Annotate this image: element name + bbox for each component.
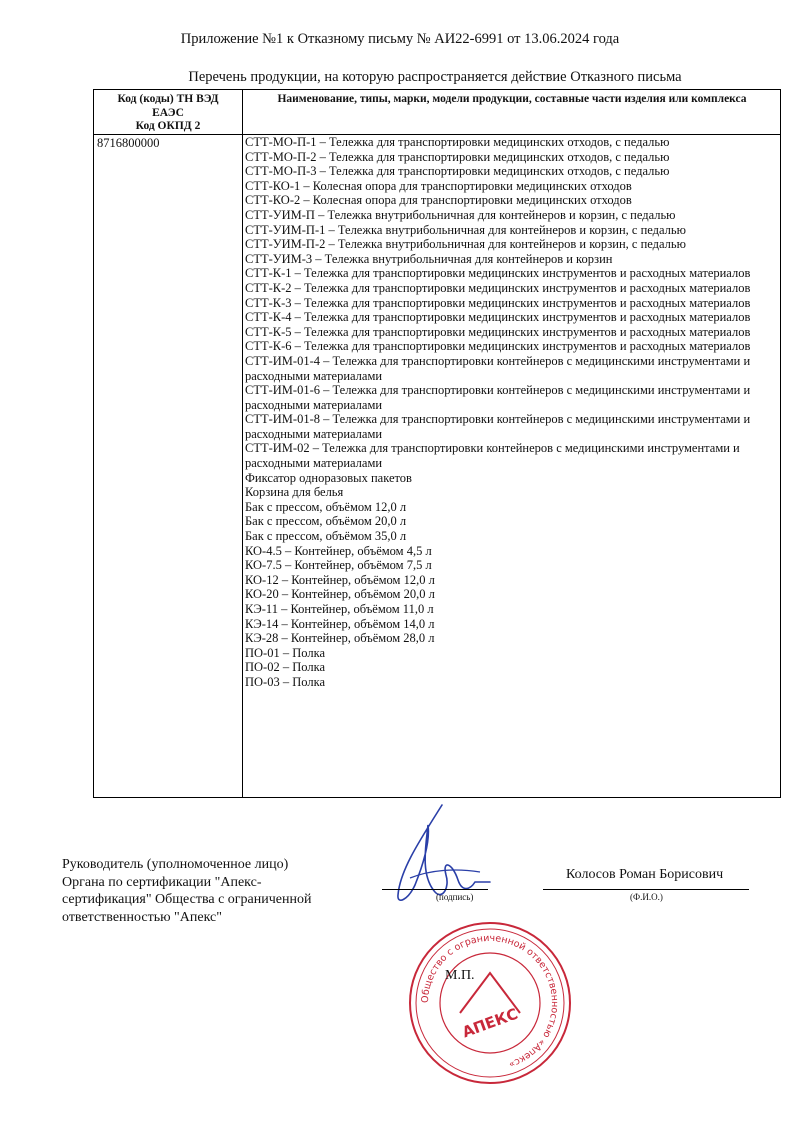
name-caption: (Ф.И.О.) — [630, 892, 663, 902]
product-item: СТТ-ИМ-01-6 – Тележка для транспортировки контейнеров с медицинскими инструментами и расходными материалами — [245, 383, 751, 412]
product-item: СТТ-К-5 – Тележка для транспортировки медицинских инструментов и расходных материалов — [245, 324, 751, 339]
product-item: КО-20 – Контейнер, объёмом 20,0 л — [245, 587, 435, 602]
product-item: Корзина для белья — [245, 485, 344, 500]
seal-center-text: АПЕКС — [459, 1004, 521, 1042]
product-item: КО-12 – Контейнер, объёмом 12,0 л — [245, 572, 435, 587]
product-item: Бак с прессом, объёмом 35,0 л — [245, 529, 407, 544]
product-item: ПО-03 – Полка — [245, 674, 325, 689]
product-item: СТТ-К-4 – Тележка для транспортировки медицинских инструментов и расходных материалов — [245, 310, 751, 325]
product-item: ПО-01 – Полка — [245, 645, 325, 660]
product-item: Бак с прессом, объёмом 20,0 л — [245, 514, 407, 529]
signature-caption: (подпись) — [436, 892, 474, 902]
signatory-position: Руководитель (уполномоченное лицо) Органа по сертификации "Апекс- сертификация" Общества с ограниченной ответственностью "Апекс" — [62, 857, 312, 925]
product-item: СТТ-ИМ-01-4 – Тележка для транспортировки контейнеров с медицинскими инструментами и расходными материалами — [245, 353, 751, 383]
product-item: СТТ-УИМ-П-2 – Тележка внутрибольничная для контейнеров и корзин, с педалью — [245, 237, 686, 252]
product-item: СТТ-УИМ-П-1 – Тележка внутрибольничная для контейнеров и корзин, с педалью — [245, 222, 686, 237]
column-divider — [242, 90, 243, 797]
product-item: СТТ-МО-П-3 – Тележка для транспортировки медицинских отходов, с педалью — [245, 164, 670, 179]
product-item: СТТ-К-3 – Тележка для транспортировки медицинских инструментов и расходных материалов — [245, 295, 751, 310]
product-item: КЭ-14 – Контейнер, объёмом 14,0 л — [245, 616, 435, 631]
code-column-header: Код (коды) ТН ВЭД ЕАЭС Код ОКПД 2 — [117, 93, 219, 132]
product-item: КЭ-11 – Контейнер, объёмом 11,0 л — [245, 602, 434, 616]
signatory-name: Колосов Роман Борисович — [566, 867, 724, 882]
product-item: СТТ-ИМ-01-8 – Тележка для транспортировки контейнеров с медицинскими инструментами и расходными материалами — [245, 412, 751, 441]
product-item: СТТ-МО-П-1 – Тележка для транспортировки медицинских отходов, с педалью — [245, 135, 670, 149]
product-item: СТТ-К-1 – Тележка для транспортировки медицинских инструментов и расходных материалов — [245, 266, 751, 281]
product-list — [245, 135, 775, 690]
page-subtitle: Перечень продукции, на которую распространяется действие Отказного письма — [188, 69, 682, 85]
name-line — [543, 889, 749, 890]
product-item: Фиксатор одноразовых пакетов — [245, 470, 412, 485]
seal-ring-text: Общество с ограниченной ответственностью «Апекс» — [419, 932, 561, 1070]
signature-line — [382, 889, 488, 890]
product-item: СТТ-КО-1 – Колесная опора для транспортировки медицинских отходов — [245, 178, 632, 193]
product-item: Бак с прессом, объёмом 12,0 л — [245, 499, 407, 514]
product-item: КО-4.5 – Контейнер, объёмом 4,5 л — [245, 543, 432, 558]
tnved-code: 8716800000 — [97, 136, 160, 150]
product-item: СТТ-ИМ-02 – Тележка для транспортировки контейнеров с медицинскими инструментами и расходными материалами — [245, 441, 740, 471]
page-title: Приложение №1 к Отказному письму № АИ22-6991 от 13.06.2024 года — [180, 31, 620, 47]
product-item: КО-7.5 – Контейнер, объёмом 7,5 л — [245, 558, 432, 573]
stamp-placeholder-label: М.П. — [445, 968, 475, 983]
product-item: СТТ-МО-П-2 – Тележка для транспортировки медицинских отходов, с педалью — [245, 149, 670, 164]
product-item: СТТ-К-2 – Тележка для транспортировки медицинских инструментов и расходных материалов — [245, 280, 751, 295]
product-item: СТТ-УИМ-П – Тележка внутрибольничная для контейнеров и корзин, с педалью — [245, 207, 676, 222]
product-item: СТТ-КО-2 – Колесная опора для транспортировки медицинских отходов — [245, 193, 632, 208]
product-item: СТТ-К-6 – Тележка для транспортировки медицинских инструментов и расходных материалов — [245, 339, 751, 354]
product-table — [93, 89, 781, 798]
product-item: СТТ-УИМ-3 – Тележка внутрибольничная для контейнеров и корзин — [245, 251, 613, 266]
product-item: КЭ-28 – Контейнер, объёмом 28,0 л — [245, 631, 435, 646]
product-item: ПО-02 – Полка — [245, 660, 325, 675]
name-column-header: Наименование, типы, марки, модели продукции, составные части изделия или комплекса — [277, 93, 747, 105]
company-seal — [405, 918, 575, 1088]
